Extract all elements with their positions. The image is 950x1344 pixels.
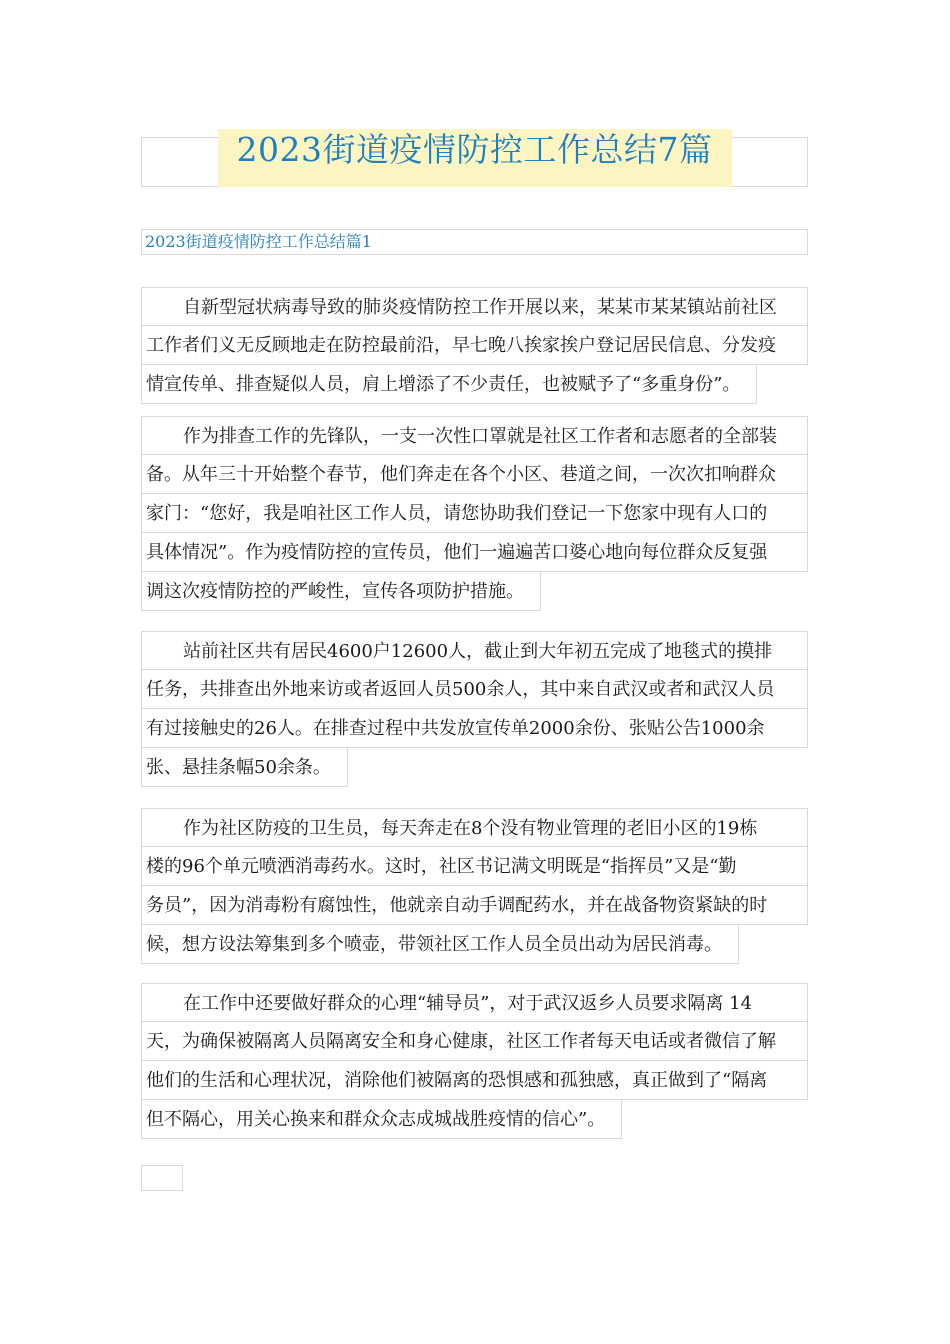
paragraph-line: 情宣传单、排查疑似人员，肩上增添了不少责任，也被赋予了“多重身份”。 <box>141 365 757 404</box>
section-heading: 2023街道疫情防控工作总结篇1 <box>145 232 372 251</box>
paragraph-line: 具体情况”。作为疫情防控的宣传员，他们一遍遍苦口婆心地向每位群众反复强 <box>141 533 808 572</box>
paragraph-line: 楼的96个单元喷洒消毒药水。这时，社区书记满文明既是“指挥员”又是“勤 <box>141 847 808 886</box>
paragraph-line: 候，想方设法筹集到多个喷壶，带领社区工作人员全员出动为居民消毒。 <box>141 925 739 964</box>
paragraph-line: 家门：“您好，我是咱社区工作人员，请您协助我们登记一下您家中现有人口的 <box>141 494 808 533</box>
empty-paragraph-frame <box>141 1165 183 1191</box>
paragraph-line: 务员”，因为消毒粉有腐蚀性，他就亲自动手调配药水，并在战备物资紧缺的时 <box>141 886 808 925</box>
paragraph-line: 天，为确保被隔离人员隔离安全和身心健康，社区工作者每天电话或者微信了解 <box>141 1022 808 1061</box>
paragraph-1 <box>141 287 808 408</box>
paragraph-3 <box>141 631 808 791</box>
paragraph-line: 但不隔心，用关心换来和群众众志成城战胜疫情的信心”。 <box>141 1100 622 1139</box>
paragraph-4 <box>141 808 808 968</box>
paragraph-line: 调这次疫情防控的严峻性，宣传各项防护措施。 <box>141 572 541 611</box>
paragraph-line: 工作者们义无反顾地走在防控最前沿，早七晚八挨家挨户登记居民信息、分发疫 <box>141 326 808 365</box>
paragraph-line: 有过接触史的26人。在排查过程中共发放宣传单2000余份、张贴公告1000余 <box>141 709 808 748</box>
paragraph-line: 张、悬挂条幅50余条。 <box>141 748 348 787</box>
paragraph-line: 在工作中还要做好群众的心理“辅导员”，对于武汉返乡人员要求隔离 14 <box>141 983 808 1022</box>
paragraph-line: 站前社区共有居民4600户12600人，截止到大年初五完成了地毯式的摸排 <box>141 631 808 670</box>
paragraph-line: 作为排查工作的先锋队，一支一次性口罩就是社区工作者和志愿者的全部装 <box>141 416 808 455</box>
paragraph-line: 任务，共排查出外地来访或者返回人员500余人，其中来自武汉或者和武汉人员 <box>141 670 808 709</box>
paragraph-line: 他们的生活和心理状况，消除他们被隔离的恐惧感和孤独感，真正做到了“隔离 <box>141 1061 808 1100</box>
document-title: 2023街道疫情防控工作总结7篇 <box>236 130 713 169</box>
paragraph-2 <box>141 416 808 615</box>
paragraph-line: 作为社区防疫的卫生员，每天奔走在8个没有物业管理的老旧小区的19栋 <box>141 808 808 847</box>
paragraph-5 <box>141 983 808 1143</box>
paragraph-line: 自新型冠状病毒导致的肺炎疫情防控工作开展以来，某某市某某镇站前社区 <box>141 287 808 326</box>
paragraph-line: 备。从年三十开始整个春节，他们奔走在各个小区、巷道之间，一次次扣响群众 <box>141 455 808 494</box>
